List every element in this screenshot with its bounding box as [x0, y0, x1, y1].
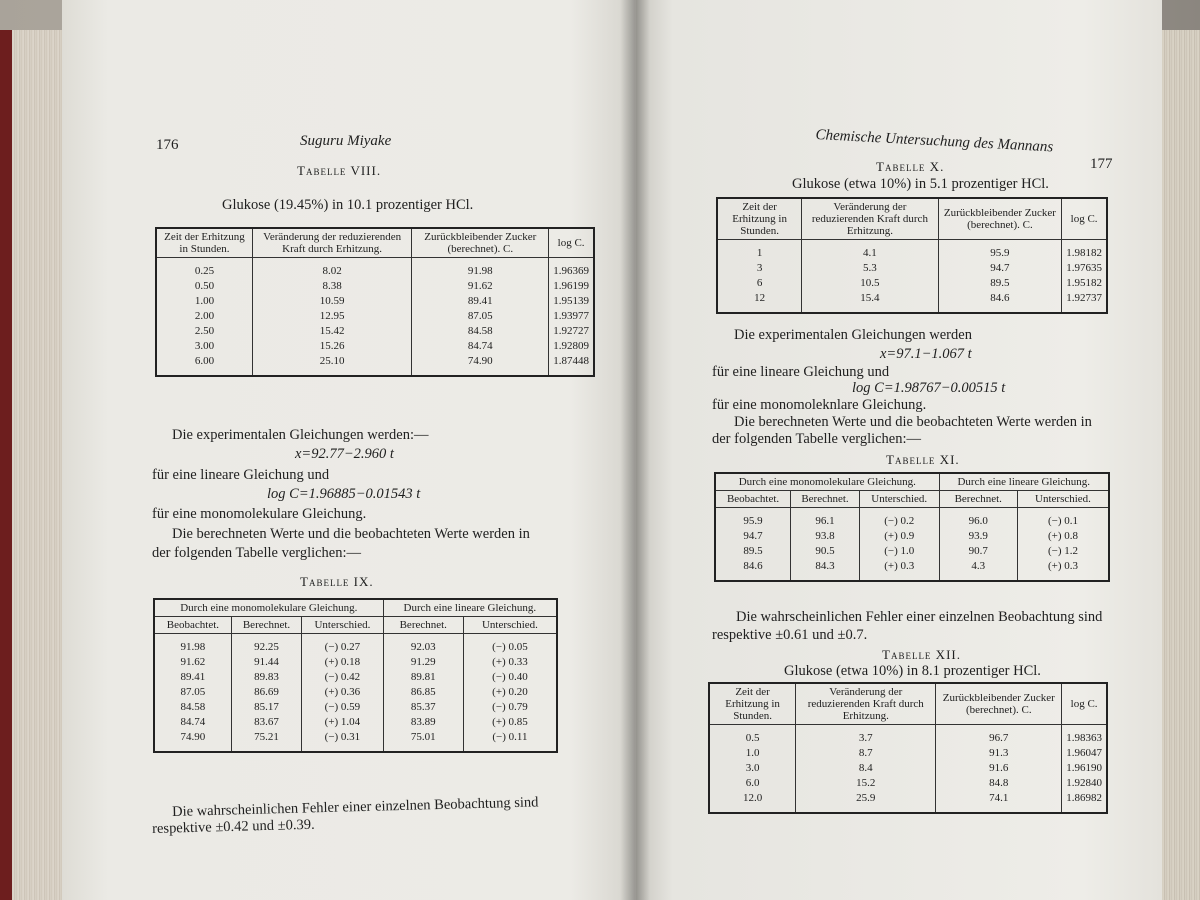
t9-cell: (−) 0.79 [463, 700, 557, 715]
t12-cell: 6.0 [709, 776, 796, 791]
t10-cell: 1.97635 [1062, 261, 1107, 276]
t8-cell: 12.95 [252, 309, 411, 324]
t12-col-header: Veränderung der reduzierenden Kraft durch Erhitzung. [796, 683, 936, 725]
t12-cell: 8.4 [796, 761, 936, 776]
table8 [155, 227, 595, 377]
t11-cell: (−) 0.2 [859, 508, 939, 530]
t9-cell: 84.58 [154, 700, 231, 715]
table9-header-row [154, 617, 557, 634]
t11-cell: (+) 0.9 [859, 529, 939, 544]
t9-cell: 75.21 [231, 730, 301, 752]
t11-cell: 89.5 [715, 544, 791, 559]
t10-cell: 1.98182 [1062, 240, 1107, 262]
t8-col-header: Zeit der Erhitzung in Stunden. [156, 228, 252, 258]
t8-cell: 74.90 [412, 354, 549, 376]
para-monomolecular: für eine monomoleknlare Gleichung. [712, 397, 927, 413]
para-compare-2: der folgenden Tabelle verglichen:— [712, 431, 922, 447]
t8-cell: 1.00 [156, 294, 252, 309]
table8-subtitle: Glukose (19.45%) in 10.1 prozentiger HCl. [222, 197, 474, 213]
t8-cell: 2.50 [156, 324, 252, 339]
t9-row [154, 715, 557, 730]
t11-cell: 93.9 [939, 529, 1017, 544]
t9-cell: 91.98 [154, 634, 231, 656]
t11-cell: 84.3 [791, 559, 860, 581]
t10-cell: 6 [717, 276, 802, 291]
t9-col-header: Beobachtet. [154, 617, 231, 634]
t8-cell: 3.00 [156, 339, 252, 354]
t9-cell: 92.25 [231, 634, 301, 656]
t12-cell: 1.92840 [1062, 776, 1107, 791]
t10-cell: 1.95182 [1062, 276, 1107, 291]
t9-cell: (+) 0.18 [302, 655, 383, 670]
t10-row [717, 291, 1107, 313]
t10-col-header: log C. [1062, 198, 1107, 240]
t9-cell: 92.03 [383, 634, 463, 656]
t10-col-header: Veränderung der reduzierenden Kraft durch Erhitzung. [802, 198, 938, 240]
t11-row [715, 529, 1109, 544]
para-errors-2: respektive ±0.61 und ±0.7. [712, 627, 868, 643]
t8-row [156, 279, 594, 294]
table12-subtitle: Glukose (etwa 10%) in 8.1 prozentiger HCl. [784, 663, 1041, 679]
t11-row [715, 559, 1109, 581]
para-linear: für eine lineare Gleichung und [712, 364, 890, 380]
para-monomolecular: für eine monomolekulare Gleichung. [152, 506, 367, 522]
t8-cell: 8.38 [252, 279, 411, 294]
t9-cell: 85.17 [231, 700, 301, 715]
t8-row [156, 258, 594, 280]
t9-cell: (−) 0.42 [302, 670, 383, 685]
t9-col-header: Berechnet. [383, 617, 463, 634]
t9-cell: (−) 0.40 [463, 670, 557, 685]
t10-cell: 5.3 [802, 261, 938, 276]
t11-col-header: Berechnet. [939, 491, 1017, 508]
t11-cell: 4.3 [939, 559, 1017, 581]
t12-cell: 84.8 [936, 776, 1062, 791]
t8-cell: 1.96369 [549, 258, 594, 280]
t10-cell: 4.1 [802, 240, 938, 262]
equation-linear: x=97.1−1.067 t [880, 346, 972, 362]
table11 [714, 472, 1110, 582]
t12-cell: 74.1 [936, 791, 1062, 813]
equation-linear: x=92.77−2.960 t [295, 446, 394, 462]
t9-row [154, 700, 557, 715]
t8-cell: 1.92727 [549, 324, 594, 339]
equation-monomolecular: log C=1.98767−0.00515 t [852, 380, 1006, 396]
t12-cell: 1.0 [709, 746, 796, 761]
t8-cell: 15.26 [252, 339, 411, 354]
t9-row [154, 634, 557, 656]
page-number: 177 [1090, 156, 1113, 172]
t8-cell: 15.42 [252, 324, 411, 339]
t8-cell: 1.92809 [549, 339, 594, 354]
t9-cell: 91.29 [383, 655, 463, 670]
table11-group-linear: Durch eine lineare Gleichung. [939, 473, 1109, 491]
t11-col-header: Unterschied. [859, 491, 939, 508]
t11-cell: 90.5 [791, 544, 860, 559]
t12-cell: 3.0 [709, 761, 796, 776]
t9-cell: (−) 0.31 [302, 730, 383, 752]
t9-cell: (+) 0.20 [463, 685, 557, 700]
t9-row [154, 655, 557, 670]
t10-row [717, 261, 1107, 276]
t9-cell: 91.62 [154, 655, 231, 670]
t8-cell: 84.74 [412, 339, 549, 354]
t9-cell: 75.01 [383, 730, 463, 752]
t11-row [715, 544, 1109, 559]
t10-row [717, 240, 1107, 262]
table10-subtitle: Glukose (etwa 10%) in 5.1 prozentiger HCl. [792, 176, 1049, 192]
table10-header-row [717, 198, 1107, 240]
t8-cell: 1.93977 [549, 309, 594, 324]
t9-cell: (−) 0.59 [302, 700, 383, 715]
t11-cell: 95.9 [715, 508, 791, 530]
t11-cell: (−) 1.2 [1017, 544, 1109, 559]
running-head: Suguru Miyake [300, 133, 392, 149]
t12-cell: 91.3 [936, 746, 1062, 761]
t8-cell: 1.95139 [549, 294, 594, 309]
t10-cell: 10.5 [802, 276, 938, 291]
para-errors-1: Die wahrscheinlichen Fehler einer einzelnen Beobachtung sind [171, 794, 539, 820]
table11-caption: Tabelle XI. [886, 452, 960, 467]
t10-cell: 94.7 [938, 261, 1062, 276]
t12-cell: 1.98363 [1062, 725, 1107, 747]
t12-cell: 15.2 [796, 776, 936, 791]
t8-cell: 6.00 [156, 354, 252, 376]
t12-cell: 1.86982 [1062, 791, 1107, 813]
t12-row [709, 746, 1107, 761]
t9-cell: 86.69 [231, 685, 301, 700]
t12-col-header: Zurückbleibender Zucker (berechnet). C. [936, 683, 1062, 725]
running-head: Chemische Untersuchung des Mannans [815, 127, 1054, 156]
t12-cell: 25.9 [796, 791, 936, 813]
t8-cell: 2.00 [156, 309, 252, 324]
t12-row [709, 776, 1107, 791]
t11-cell: 94.7 [715, 529, 791, 544]
t9-cell: (+) 1.04 [302, 715, 383, 730]
t11-cell: 93.8 [791, 529, 860, 544]
t8-cell: 0.50 [156, 279, 252, 294]
t10-cell: 1.92737 [1062, 291, 1107, 313]
t11-cell: 84.6 [715, 559, 791, 581]
t9-cell: 91.44 [231, 655, 301, 670]
book-gutter [620, 0, 650, 900]
table9-group-linear: Durch eine lineare Gleichung. [383, 599, 557, 617]
t9-row [154, 730, 557, 752]
t9-row [154, 685, 557, 700]
t8-col-header: log C. [549, 228, 594, 258]
t8-cell: 91.62 [412, 279, 549, 294]
page-number: 176 [156, 137, 179, 153]
t9-cell: (+) 0.85 [463, 715, 557, 730]
t8-row [156, 309, 594, 324]
t9-cell: 83.89 [383, 715, 463, 730]
t12-row [709, 761, 1107, 776]
table8-caption: Tabelle VIII. [297, 163, 382, 178]
t9-cell: 84.74 [154, 715, 231, 730]
t12-cell: 1.96047 [1062, 746, 1107, 761]
t11-col-header: Beobachtet. [715, 491, 791, 508]
table11-group-monomolecular: Durch eine monomolekulare Gleichung. [715, 473, 939, 491]
t10-cell: 1 [717, 240, 802, 262]
t8-cell: 1.96199 [549, 279, 594, 294]
t8-row [156, 324, 594, 339]
table9 [153, 598, 558, 753]
t12-col-header: log C. [1062, 683, 1107, 725]
t9-cell: 87.05 [154, 685, 231, 700]
t8-col-header: Veränderung der reduzierenden Kraft durch Erhitzung. [252, 228, 411, 258]
para-errors-1: Die wahrscheinlichen Fehler einer einzelnen Beobachtung sind [736, 609, 1103, 625]
right-page [636, 0, 1162, 900]
t10-cell: 89.5 [938, 276, 1062, 291]
table10 [716, 197, 1108, 314]
t11-cell: 96.0 [939, 508, 1017, 530]
t11-cell: 96.1 [791, 508, 860, 530]
t9-cell: 74.90 [154, 730, 231, 752]
t8-row [156, 294, 594, 309]
t9-row [154, 670, 557, 685]
para-compare-1: Die berechneten Werte und die beobachteten Werte werden in [172, 526, 530, 542]
para-compare-2: der folgenden Tabelle verglichen:— [152, 545, 362, 561]
table9-group-row [154, 599, 557, 617]
para-equations: Die experimentalen Gleichungen werden [734, 327, 972, 343]
t10-cell: 15.4 [802, 291, 938, 313]
table12 [708, 682, 1108, 814]
t9-cell: (−) 0.05 [463, 634, 557, 656]
t12-cell: 91.6 [936, 761, 1062, 776]
table12-caption: Tabelle XII. [882, 647, 961, 662]
t8-cell: 84.58 [412, 324, 549, 339]
t8-row [156, 354, 594, 376]
t11-col-header: Unterschied. [1017, 491, 1109, 508]
t8-row [156, 339, 594, 354]
t12-row [709, 791, 1107, 813]
t9-cell: (−) 0.11 [463, 730, 557, 752]
t12-cell: 8.7 [796, 746, 936, 761]
t11-col-header: Berechnet. [791, 491, 860, 508]
left-page [62, 0, 640, 900]
t8-cell: 8.02 [252, 258, 411, 280]
t11-cell: (−) 0.1 [1017, 508, 1109, 530]
t10-col-header: Zurückbleibender Zucker (berechnet). C. [938, 198, 1062, 240]
t9-cell: 85.37 [383, 700, 463, 715]
t11-cell: 90.7 [939, 544, 1017, 559]
t12-cell: 3.7 [796, 725, 936, 747]
t8-cell: 91.98 [412, 258, 549, 280]
table9-caption: Tabelle IX. [300, 574, 374, 589]
t12-cell: 96.7 [936, 725, 1062, 747]
equation-monomolecular: log C=1.96885−0.01543 t [267, 486, 421, 502]
t10-cell: 12 [717, 291, 802, 313]
t8-cell: 1.87448 [549, 354, 594, 376]
t9-cell: (+) 0.33 [463, 655, 557, 670]
t9-cell: 89.81 [383, 670, 463, 685]
table8-header-row [156, 228, 594, 258]
t8-cell: 25.10 [252, 354, 411, 376]
t11-cell: (+) 0.8 [1017, 529, 1109, 544]
t8-cell: 89.41 [412, 294, 549, 309]
t11-cell: (+) 0.3 [859, 559, 939, 581]
t10-col-header: Zeit der Erhitzung in Stunden. [717, 198, 802, 240]
para-equations: Die experimentalen Gleichungen werden:— [172, 427, 429, 443]
table10-caption: Tabelle X. [876, 159, 945, 174]
table11-group-row [715, 473, 1109, 491]
t12-row [709, 725, 1107, 747]
t12-col-header: Zeit der Erhitzung in Stunden. [709, 683, 796, 725]
t8-col-header: Zurückbleibender Zucker (berechnet). C. [412, 228, 549, 258]
t9-col-header: Berechnet. [231, 617, 301, 634]
t12-cell: 12.0 [709, 791, 796, 813]
t9-cell: (−) 0.27 [302, 634, 383, 656]
para-linear: für eine lineare Gleichung und [152, 467, 330, 483]
t10-cell: 95.9 [938, 240, 1062, 262]
t11-cell: (−) 1.0 [859, 544, 939, 559]
t9-cell: 89.41 [154, 670, 231, 685]
t9-cell: 86.85 [383, 685, 463, 700]
right-page-edges [1160, 30, 1200, 900]
t8-cell: 0.25 [156, 258, 252, 280]
table12-header-row [709, 683, 1107, 725]
t11-cell: (+) 0.3 [1017, 559, 1109, 581]
t10-row [717, 276, 1107, 291]
t12-cell: 0.5 [709, 725, 796, 747]
t9-cell: 83.67 [231, 715, 301, 730]
t10-cell: 84.6 [938, 291, 1062, 313]
para-compare-1: Die berechneten Werte und die beobachteten Werte werden in [734, 414, 1092, 430]
table9-group-monomolecular: Durch eine monomolekulare Gleichung. [154, 599, 383, 617]
table11-header-row [715, 491, 1109, 508]
para-errors-2: respektive ±0.42 und ±0.39. [151, 816, 315, 837]
left-cover [0, 30, 12, 900]
t8-cell: 10.59 [252, 294, 411, 309]
t12-cell: 1.96190 [1062, 761, 1107, 776]
t10-cell: 3 [717, 261, 802, 276]
t9-col-header: Unterschied. [302, 617, 383, 634]
t11-row [715, 508, 1109, 530]
t9-cell: 89.83 [231, 670, 301, 685]
t9-cell: (+) 0.36 [302, 685, 383, 700]
t8-cell: 87.05 [412, 309, 549, 324]
t9-col-header: Unterschied. [463, 617, 557, 634]
